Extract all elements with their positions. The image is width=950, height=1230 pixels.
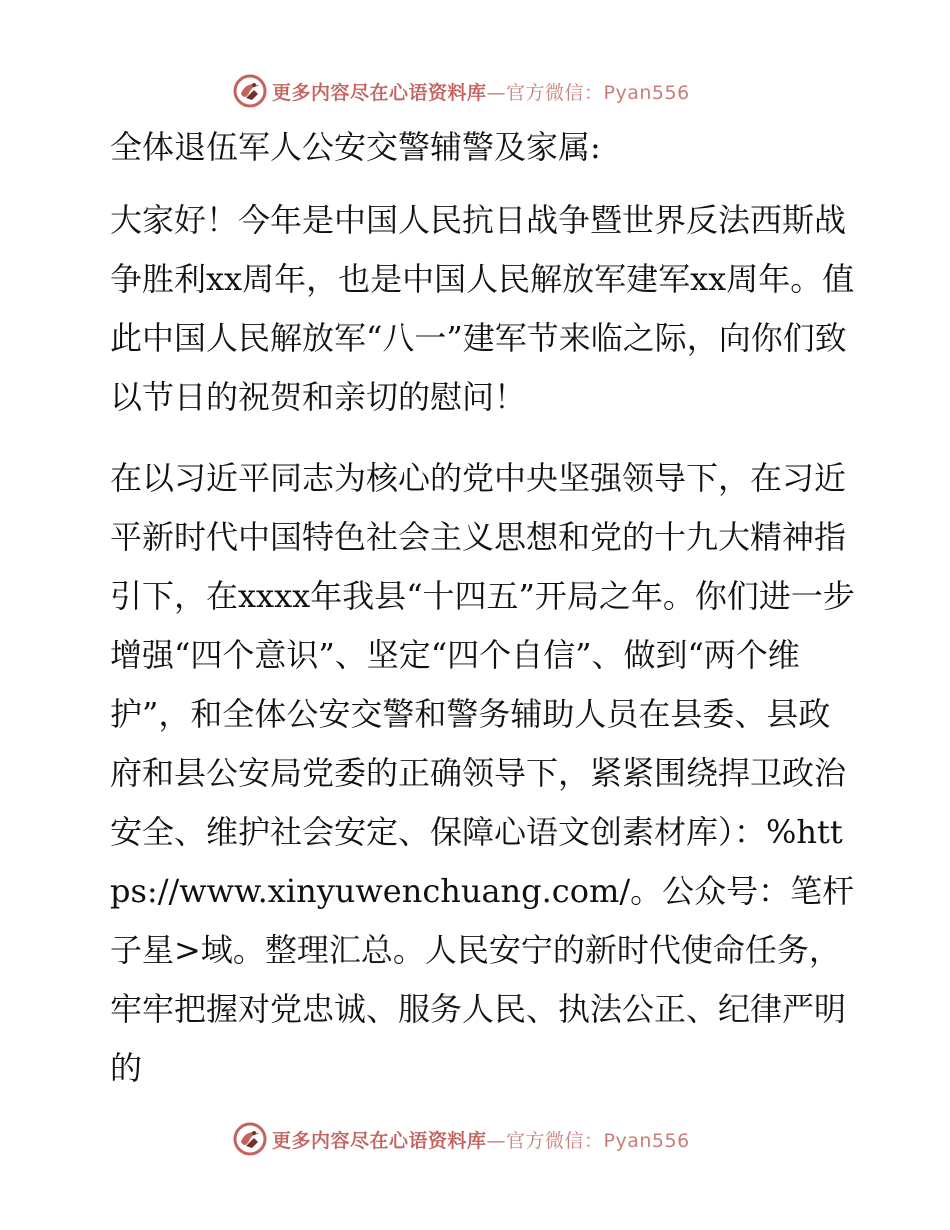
watermark-text-strong: 更多内容尽在心语资料库 [272,81,487,104]
paragraph-2: 在以习近平同志为核心的党中央坚强领导下，在习近平新时代中国特色社会主义思想和党的十九大精神指引下，在xxxx年我县“十四五”开局之年。你们进一步增强“四个意识”、坚定“四个自信”、做到“两个维护”，和全体公安交警和警务辅助人员在县委、县政府和县公安局党委的正确领导下，紧紧围绕捍卫政治安全、维护社会安定、保障心语文创素材库）：%https://www.xinyuwenchuang.com/。公众号：笔杆子星>域。整理汇总。人民安宁的新时代使命任务，牢牢把握对党忠诚、服务人民、执法公正、纪律严明的 [110,459,855,1087]
watermark-text-strong: 更多内容尽在心语资料库 [272,1129,487,1152]
watermark-banner-top [232,71,690,111]
watermark-text [272,1126,690,1153]
paragraph-1: 大家好！今年是中国人民抗日战争暨世界反法西斯战争胜利xx周年，也是中国人民解放军建军xx周年。值此中国人民解放军“八一”建军节来临之际，向你们致以节日的祝贺和亲切的慰问！ [110,201,855,416]
watermark-text-rest: —官方微信：Pyan556 [486,1129,690,1152]
watermark-banner-bottom [232,1119,690,1159]
greeting-line: 全体退伍军人公安交警辅警及家属: [110,128,601,166]
dragon-seal-icon [232,1121,268,1157]
watermark-text-rest: —官方微信：Pyan556 [486,81,690,104]
dragon-seal-icon [232,73,268,109]
watermark-text [272,78,690,105]
document-body [97,118,857,1098]
